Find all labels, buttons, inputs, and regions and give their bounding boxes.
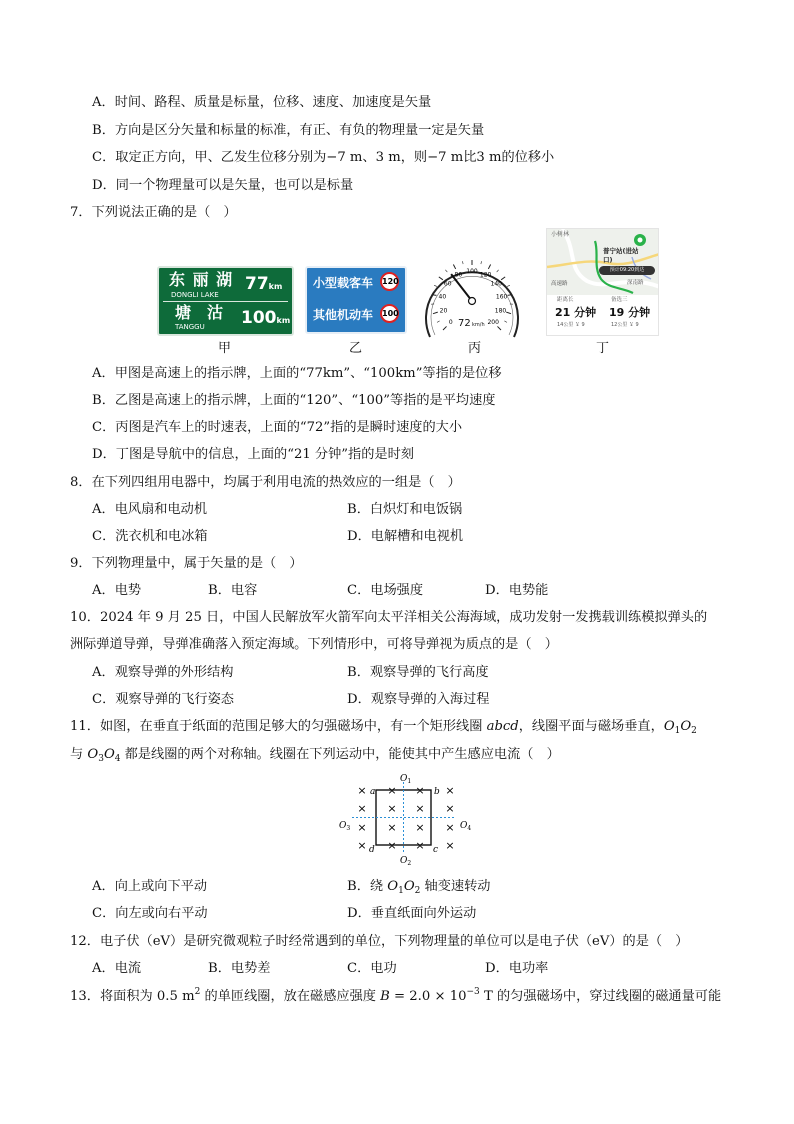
sign-jia-dest1-en: DONGLI LAKE — [171, 291, 219, 299]
speedometer-tick — [507, 285, 510, 286]
speed-limit-sign-yi — [305, 266, 407, 334]
vertex-c: c — [433, 845, 439, 855]
q13-stem: 13．将面积为 0.5 $m^2$ 的单匝线圈，放在磁感应强度 $B = 2.0 \times 10^{-3}$ T 的匀强磁场中，穿过线圈的磁通量可能 — [70, 987, 722, 1004]
field-cross: × — [445, 784, 455, 797]
q7-option-c: C．丙图是汽车上的时速表，上面的“72”指的是瞬时速度的大小 — [92, 420, 463, 435]
q11-option-d: D．垂直纸面向外运动 — [347, 906, 477, 921]
speedometer — [422, 255, 522, 339]
q10-stem-line2: 洲际弹道导弹，导弹准确落入预定海域。下列情形中，可将导弹视为质点的是（ ） — [70, 637, 558, 652]
caption-bing: 丙 — [468, 341, 482, 356]
q8-option-c: C．洗衣机和电冰箱 — [92, 529, 208, 544]
vertex-b: b — [434, 787, 440, 797]
sign-yi-limit1: 120 — [380, 272, 399, 291]
field-cross: × — [445, 839, 455, 852]
field-cross: × — [445, 802, 455, 815]
sign-jia-km1: 77 — [245, 274, 269, 294]
speedometer-tick-label: 100 — [466, 268, 478, 275]
speedometer-tick-label: 60 — [443, 280, 452, 288]
field-cross: × — [357, 802, 367, 815]
speedometer-tick — [488, 264, 490, 268]
route1-tag: 距离长 — [557, 297, 574, 303]
q12-option-a: A．电流 — [92, 961, 142, 976]
q9-option-c: C．电场强度 — [347, 583, 424, 598]
map-road-label-1: 高速路 — [551, 281, 568, 287]
q8-option-a: A．电风扇和电动机 — [92, 502, 208, 517]
speedometer-tick-label: 180 — [494, 307, 507, 315]
q8-option-b: B．白炽灯和电饭锅 — [347, 502, 463, 517]
label-o3: $O_3$ — [339, 821, 351, 832]
speedometer-unit: km/h — [472, 322, 485, 328]
q10-option-b: B．观察导弹的飞行高度 — [347, 665, 489, 680]
route2-time[interactable]: 19 分钟 — [609, 306, 651, 319]
speedometer-tick-label: 20 — [439, 307, 448, 315]
q8-option-d: D．电解槽和电视机 — [347, 529, 464, 544]
route2-info: 12公里 ￥ 9 — [611, 322, 639, 328]
destination-name: 普宁站(进站 — [603, 247, 639, 255]
sign-jia-dest2: 塘 沽 — [175, 303, 224, 322]
q11-option-a: A．向上或向下平动 — [92, 879, 208, 894]
q12-option-b: B．电势差 — [208, 961, 271, 976]
q10-option-c: C．观察导弹的飞行姿态 — [92, 692, 234, 707]
q6-option-c: C．取定正方向，甲、乙发生位移分别为−7 m、3 m，则−7 m比3 m的位移小 — [92, 150, 555, 165]
q12-option-d: D．电功率 — [485, 961, 549, 976]
q7-option-d: D．丁图是导航中的信息，上面的“21 分钟”指的是时刻 — [92, 447, 414, 462]
speedometer-reading: 72 — [458, 318, 471, 329]
field-cross: × — [357, 784, 367, 797]
sign-jia-dest1: 东 丽 湖 — [169, 270, 234, 289]
speedometer-tick — [434, 285, 437, 286]
field-cross: × — [387, 802, 397, 815]
vertex-d: d — [369, 845, 375, 855]
field-cross: × — [445, 821, 455, 834]
map-view — [547, 229, 659, 299]
q11-option-c: C．向左或向右平动 — [92, 906, 208, 921]
q12-option-c: C．电功 — [347, 961, 397, 976]
vertex-a: a — [370, 787, 376, 797]
speedometer-tick-label: 160 — [495, 293, 508, 301]
sign-yi-label2: 其他机动车 — [313, 308, 374, 322]
navigation-screen — [546, 228, 659, 336]
label-o2: $O_2$ — [400, 856, 412, 867]
q8-stem: 8．在下列四组用电器中，均属于利用电流的热效应的一组是（ ） — [70, 475, 461, 490]
speedometer-tick-label: 140 — [490, 280, 502, 288]
field-cross: × — [387, 784, 397, 797]
sign-divider — [163, 301, 288, 302]
field-cross: × — [387, 821, 397, 834]
field-cross: × — [415, 839, 425, 852]
sign-jia-km2: 100 — [241, 308, 277, 328]
speedometer-tick-label: 120 — [479, 271, 492, 279]
q10-option-a: A．观察导弹的外形结构 — [92, 665, 234, 680]
caption-yi: 乙 — [349, 341, 363, 356]
q9-option-b: B．电容 — [208, 583, 258, 598]
field-cross: × — [357, 821, 367, 834]
label-o4: $O_4$ — [460, 821, 472, 832]
field-cross: × — [357, 839, 367, 852]
direction-sign-jia: 东 丽 湖 DONGLI LAKE 77km 塘 沽 TANGGU 100km — [157, 266, 294, 336]
speedometer-tick — [462, 261, 463, 264]
route1-info: 14公里 ￥ 9 — [557, 322, 585, 328]
eta-pill[interactable]: 预计09:20到达 — [599, 266, 655, 275]
q10-option-d: D．观察导弹的入海过程 — [347, 692, 490, 707]
sign-yi-limit2: 100 — [380, 304, 399, 323]
route-panel — [547, 295, 659, 336]
speedometer-tick — [497, 270, 499, 272]
q9-option-a: A．电势 — [92, 583, 142, 598]
q12-stem: 12．电子伏（eV）是研究微观粒子时经常遇到的单位，下列物理量的单位可以是电子伏（eV）的是（ ） — [70, 934, 689, 949]
caption-ding: 丁 — [596, 341, 610, 356]
map-road-label-2: 深南路 — [627, 280, 644, 286]
field-cross: × — [415, 821, 425, 834]
field-cross: × — [415, 802, 425, 815]
field-cross: × — [387, 839, 397, 852]
coil-figure — [332, 770, 480, 870]
speedometer-tick — [445, 270, 447, 272]
speedometer-tick-label: 80 — [454, 271, 463, 279]
speedometer-hub — [469, 298, 476, 305]
speedometer-tick — [481, 261, 482, 264]
q11-option-b: B．绕 $O_1O_2$ 轴变速转动 — [347, 879, 491, 896]
q6-option-a: A．时间、路程、质量是标量，位移、速度、加速度是矢量 — [92, 95, 432, 110]
q9-option-d: D．电势能 — [485, 583, 549, 598]
caption-jia: 甲 — [218, 341, 232, 356]
speedometer-tick-label: 200 — [487, 319, 499, 327]
q7-option-b: B．乙图是高速上的指示牌，上面的“120”、“100”等指的是平均速度 — [92, 393, 496, 408]
q7-stem: 7．下列说法正确的是（ ） — [70, 205, 237, 220]
speedometer-tick — [453, 264, 455, 268]
q7-option-a: A．甲图是高速上的指示牌，上面的“77km”、“100km”等指的是位移 — [92, 366, 502, 381]
label-o1: $O_1$ — [400, 774, 412, 785]
destination-name-2: 口) — [603, 256, 613, 264]
route1-time[interactable]: 21 分钟 — [555, 306, 597, 319]
sign-yi-label1: 小型载客车 — [313, 276, 374, 290]
q11-stem-line2: 与 $O_3O_4$ 都是线圈的两个对称轴。线圈在下列运动中，能使其中产生感应电流（ ） — [70, 747, 560, 764]
q10-stem-line1: 10．2024 年 9 月 25 日，中国人民解放军火箭军向太平洋相关公海海域，成功发射一发携载训练模拟弹头的 — [70, 610, 708, 625]
speedometer-tick — [439, 277, 443, 280]
q9-stem: 9．下列物理量中，属于矢量的是（ ） — [70, 556, 303, 571]
q6-option-b: B．方向是区分矢量和标量的标准，有正、有负的物理量一定是矢量 — [92, 123, 485, 138]
map-place-label: 小树林 — [551, 231, 570, 238]
route2-tag: 备选三 — [611, 297, 628, 303]
speedometer-tick-label: 40 — [438, 293, 447, 301]
q11-stem-line1: 11．如图，在垂直于纸面的范围足够大的匀强磁场中，有一个矩形线圈 abcd，线圈平面与磁场垂直，$O_1O_2$ — [70, 719, 697, 736]
field-cross: × — [415, 784, 425, 797]
sign-jia-dest2-en: TANGGU — [175, 323, 205, 331]
q6-option-d: D．同一个物理量可以是矢量，也可以是标量 — [92, 178, 354, 193]
speedometer-tick-label: 0 — [448, 319, 453, 327]
